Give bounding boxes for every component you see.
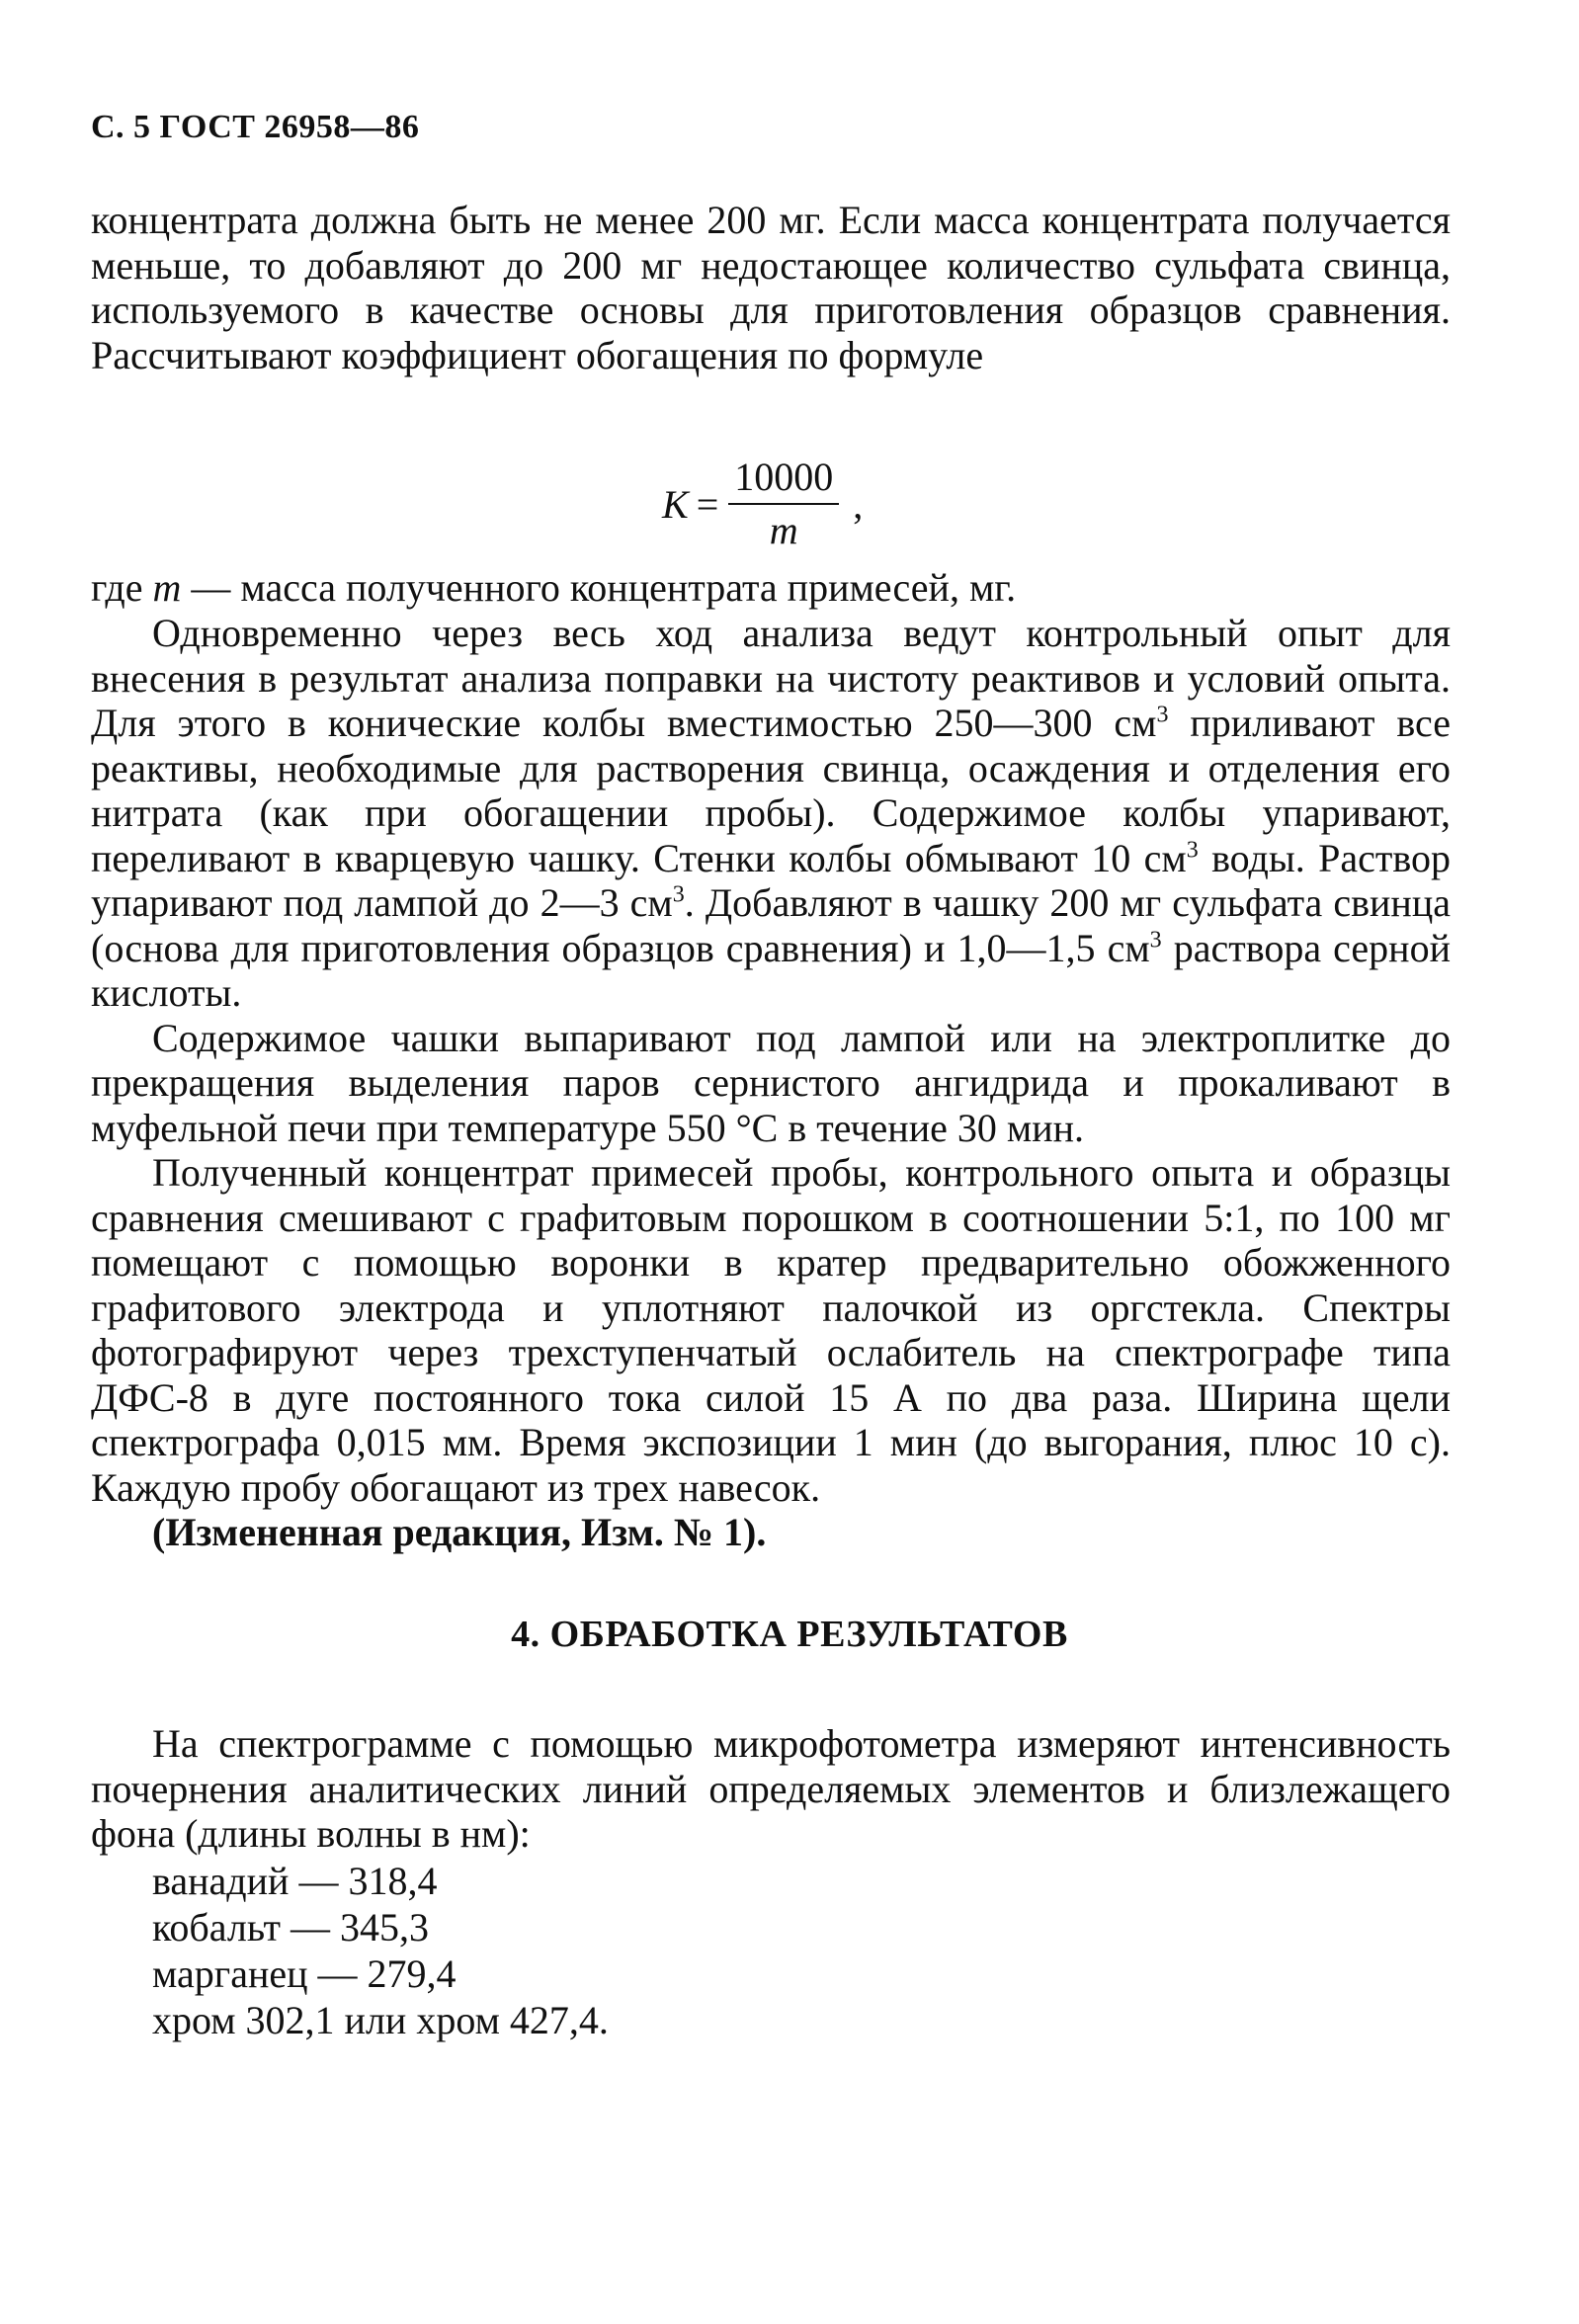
- superscript: 3: [1156, 702, 1169, 728]
- paragraph-continuation: [91, 198, 1451, 377]
- paragraph-text: [91, 611, 1451, 1016]
- formula-equals: =: [696, 481, 719, 527]
- section-title: 4. ОБРАБОТКА РЕЗУЛЬТАТОВ: [511, 1614, 1068, 1655]
- paragraph-text: Содержимое чашки выпаривают под лампой или на электроплитке до прекращения выделения паров сернистого ангидрида и прокаливают в муфельной печи при температуре 550 °C в течение 30 мин.: [91, 1015, 1451, 1150]
- page-header: С. 5 ГОСТ 26958—86: [91, 109, 420, 145]
- where-description: — масса полученного концентрата примесей, мг.: [181, 565, 1017, 610]
- formula: [662, 450, 863, 558]
- text-run: . Добавляют в чашку 200 мг сульфата свинца (основа для приготовления образцов сравнения) и 1,0—1,5 см: [91, 880, 1451, 970]
- paragraph-text: концентрата должна быть не менее 200 мг. Если масса концентрата получается меньше, то добавляют до 200 мг недостающее количество сульфата свинца, используемого в качестве основы для приготовления образцов сравнения. Рассчитывают коэффициент обогащения по формуле: [91, 198, 1451, 377]
- where-clause: [91, 565, 1451, 611]
- where-line: [91, 565, 1451, 611]
- paragraph-text: Полученный концентрат примесей пробы, контрольного опыта и образцы сравнения смешивают с графитовым порошком в соотношении 5:1, по 100 мг помещают с помощью воронки в кратер предварительно обожженного графитового электрода и уплотняют палочкой из оргстекла. Спектры фотографируют через трехступенчатый ослабитель на спектрографе типа ДФС-8 в дуге постоянного тока силой 15 А по два раза. Ширина щели спектрографа 0,015 мм. Время экспозиции 1 мин (до выгорания, плюс 10 с). Каждую пробу обогащают из трех навесок.: [91, 1150, 1451, 1510]
- formula-denominator: m: [769, 508, 798, 552]
- list-item: марганец — 279,4: [152, 1951, 457, 1996]
- superscript: 3: [672, 881, 685, 908]
- wavelength-list: [152, 1858, 609, 2043]
- text-run: Одновременно через весь ход анализа ведут контрольный опыт для внесения в результат анализа поправки на чистоту реактивов и условий опыта. Для этого в конические колбы вместимостью 250—300 см: [91, 611, 1451, 745]
- text-run: воды. Раствор упаривают под лампой до 2—3 см: [91, 835, 1451, 925]
- list-item: ванадий — 318,4: [152, 1859, 438, 1903]
- paragraph-control-test: [91, 611, 1451, 1555]
- formula-numerator: 10000: [728, 456, 839, 505]
- list-item: хром 302,1 или хром 427,4.: [152, 1998, 609, 2042]
- paragraph-text: На спектрограмме с помощью микрофотометра измеряют интенсивность почернения аналитических линий определяемых элементов и близлежащего фона (длины волны в нм):: [91, 1721, 1451, 1856]
- superscript: 3: [1186, 837, 1199, 864]
- formula-comma: ,: [853, 481, 864, 527]
- text-run: приливают все реактивы, необходимые для растворения свинца, осаждения и отделения его нитрата (как при обогащении пробы). Содержимое колбы упаривают, переливают в кварцевую чашку. Стенки колбы обмывают 10 см: [91, 701, 1451, 880]
- where-prefix: где: [91, 565, 153, 610]
- paragraph-measurement: [91, 1721, 1451, 1857]
- where-variable: m: [152, 565, 182, 610]
- list-item: кобальт — 345,3: [152, 1905, 430, 1950]
- formula-fraction: [728, 456, 839, 552]
- amendment-note: (Измененная редакция, Изм. № 1).: [152, 1510, 767, 1554]
- text-run: раствора серной кислоты.: [91, 925, 1451, 1015]
- formula-lhs: K: [662, 481, 689, 527]
- superscript: 3: [1149, 927, 1162, 954]
